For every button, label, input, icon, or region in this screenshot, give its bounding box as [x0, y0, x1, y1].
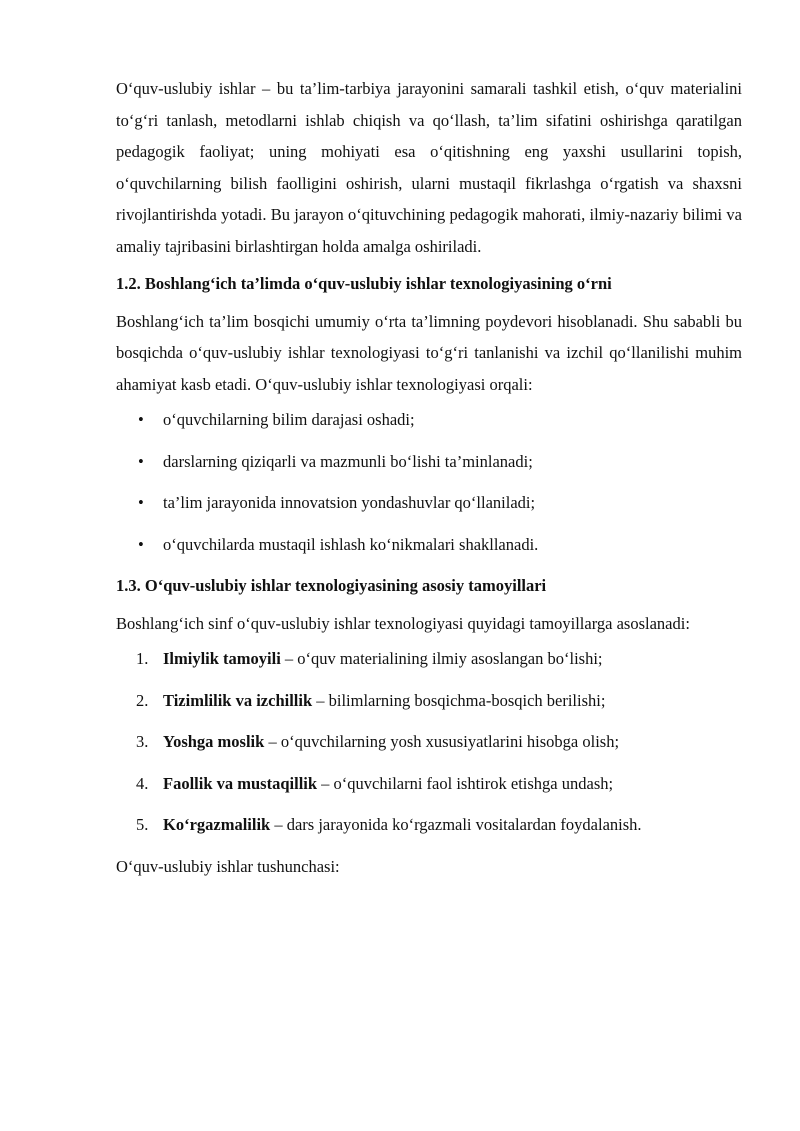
principle-desc: – o‘quvchilarni faol ishtirok etishga undash; — [317, 773, 614, 793]
bullet-marker: • — [138, 451, 144, 471]
principle-item — [116, 809, 742, 841]
principle-item — [116, 768, 742, 800]
principle-desc: – o‘quv materialining ilmiy asoslangan bo‘lishi; — [280, 649, 603, 668]
principle-term: Faollik va mustaqillik — [163, 773, 318, 793]
principle-desc: – o‘quvchilarning yosh xususiyatlarini hisobga olish; — [264, 732, 620, 751]
paragraph-principles-intro: Boshlang‘ich sinf o‘quv-uslubiy ishlar texnologiyasi quyidagi tamoyillarga asoslanadi: — [116, 613, 690, 633]
bullet-marker: • — [138, 493, 144, 512]
list-item-text: o‘quvchilarda mustaqil ishlash ko‘nikmalari shakllanadi. — [163, 534, 539, 554]
list-item-text: o‘quvchilarning bilim darajasi oshadi; — [163, 410, 415, 429]
list-item-text: darslarning qiziqarli va mazmunli bo‘lishi ta’minlanadi; — [163, 451, 533, 471]
principle-number: 3. — [136, 732, 149, 751]
principle-number: 2. — [136, 690, 149, 710]
paragraph-concept: O‘quv-uslubiy ishlar tushunchasi: — [116, 856, 340, 876]
principle-number: 1. — [136, 649, 149, 668]
principle-term: Yoshga moslik — [163, 732, 265, 751]
principles-list — [116, 643, 742, 841]
principle-number: 4. — [136, 773, 149, 793]
principle-term: Ko‘rgazmalilik — [163, 815, 271, 834]
principle-term: Ilmiylik tamoyili — [163, 649, 281, 668]
principle-desc: – bilimlarning bosqichma-bosqich berilishi; — [312, 690, 606, 710]
principle-desc: – dars jarayonida ko‘rgazmali vositalardan foydalanish. — [270, 815, 642, 834]
paragraph-primary-education: Boshlang‘ich ta’lim bosqichi umumiy o‘rta ta’limning poydevori hisoblanadi. Shu sababli bu bosqichda o‘quv-uslubiy ishlar texnologiyasi to‘g‘ri tanlanishi va izchil qo‘llanilishi muhim ahamiyat kasb etadi. O‘quv-uslubiy ishlar texnologiyasi orqali: — [116, 311, 742, 394]
paragraph-definition: O‘quv-uslubiy ishlar – bu ta’lim-tarbiya jarayonini samarali tashkil etish, o‘quv materialini to‘g‘ri tanlash, metodlarni ishlab chiqish va qo‘llash, ta’lim sifatini oshirishga qaratilgan pedagogik faoliyat; uning mohiyati esa o‘qitishning eng yaxshi usullarini topish, o‘quvchilarning bilish faolligini oshirish, ularni mustaqil fikrlashga o‘rgatish va shaxsni rivojlantirishda yotadi. Bu jarayon o‘qituvchining pedagogik mahorati, ilmiy-nazariy bilimi va amaliy tajribasini birlashtirgan holda amalga oshiriladi. — [116, 79, 742, 256]
list-item — [116, 529, 742, 561]
principle-item — [116, 685, 742, 717]
principle-item — [116, 726, 742, 758]
list-item — [116, 446, 742, 478]
bullet-list — [116, 404, 742, 560]
list-item — [116, 487, 742, 519]
principle-term: Tizimlilik va izchillik — [163, 690, 313, 710]
section-heading-1-3: 1.3. O‘quv-uslubiy ishlar texnologiyasining asosiy tamoyillari — [116, 576, 547, 595]
section-heading-1-2: 1.2. Boshlang‘ich ta’limda o‘quv-uslubiy ishlar texnologiyasining o‘rni — [116, 274, 612, 293]
principle-number: 5. — [136, 815, 149, 834]
principle-item — [116, 643, 742, 675]
list-item — [116, 404, 742, 436]
list-item-text: ta’lim jarayonida innovatsion yondashuvlar qo‘llaniladi; — [163, 493, 536, 512]
bullet-marker: • — [138, 410, 144, 429]
bullet-marker: • — [138, 534, 144, 554]
document-page — [116, 73, 742, 882]
